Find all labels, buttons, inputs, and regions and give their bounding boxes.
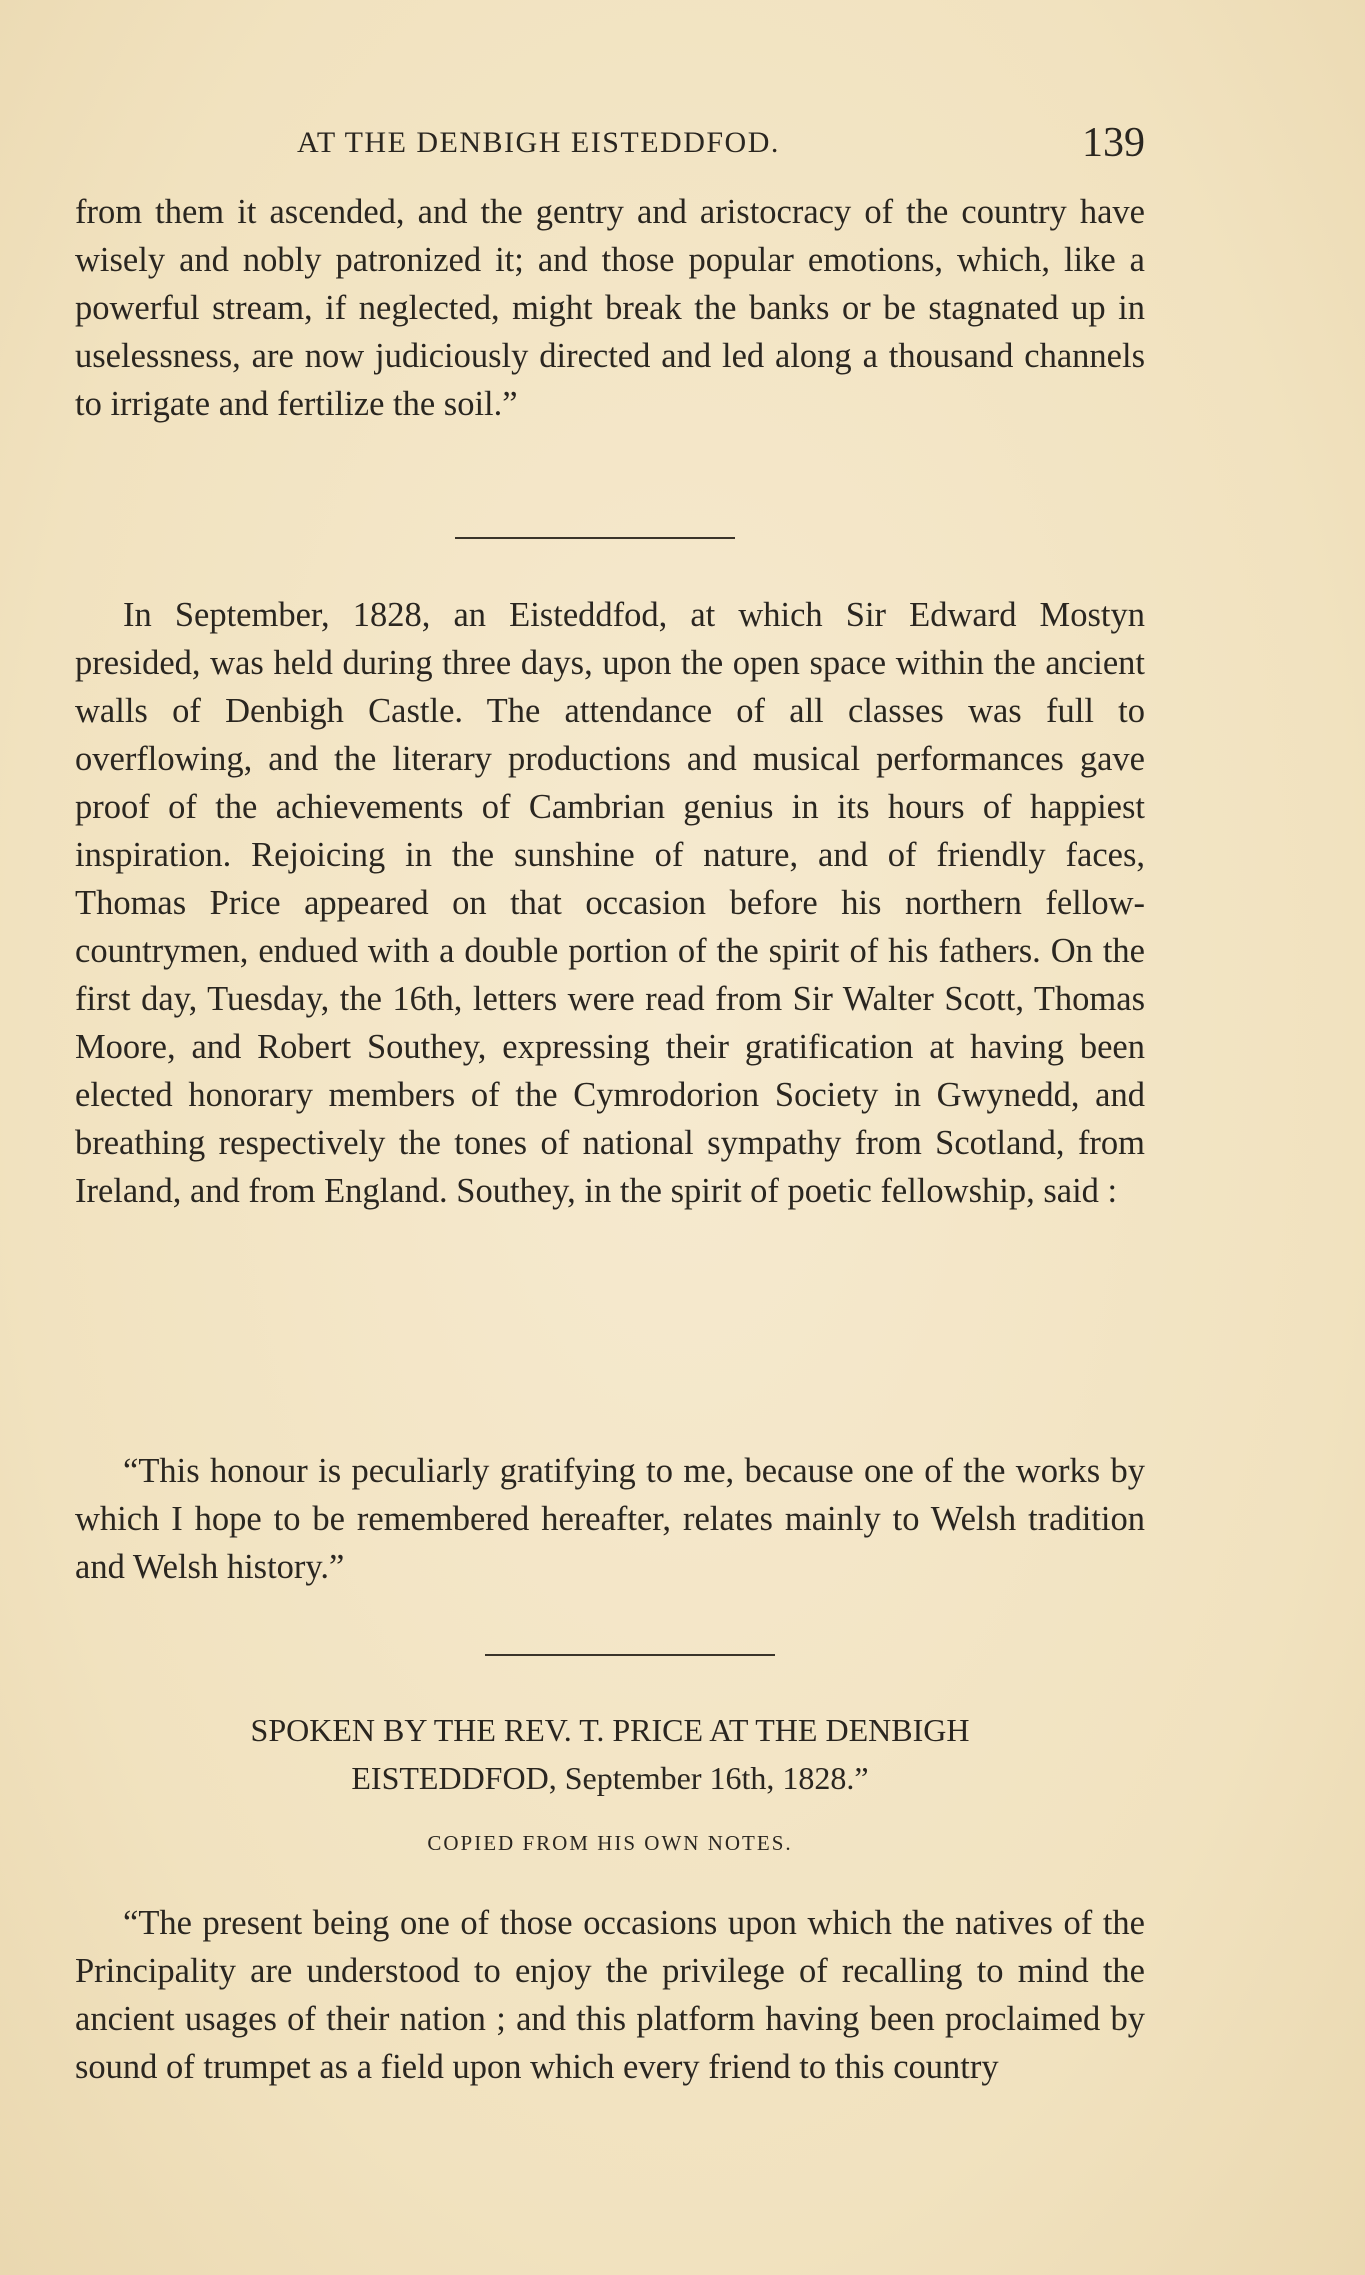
section-heading-line-1: SPOKEN BY THE REV. T. PRICE AT THE DENBIGH [250, 1712, 970, 1748]
running-head: AT THE DENBIGH EISTEDDFOD. [297, 126, 780, 159]
section-heading-line-2: EISTEDDFOD, September 16th, 1828.” [351, 1760, 869, 1796]
paragraph-continuation [75, 188, 1145, 428]
section-divider [455, 537, 735, 539]
quote-text: “This honour is peculiarly gratifying to me, because one of the works by which I hope to be remembered hereafter, relates mainly to Welsh tradition and Welsh history.” [75, 1452, 1145, 1586]
section-divider [485, 1654, 775, 1656]
page-number: 139 [1082, 120, 1145, 166]
page-header [75, 118, 1145, 168]
paragraph-text: from them it ascended, and the gentry and aristocracy of the country have wisely and nobly patronized it; and those popular emotions, which, like a powerful stream, if neglected, might break the banks or be stagnated up in uselessness, are now judiciously directed and led along a thousand channels to irrigate and fertilize the soil.” [75, 193, 1145, 423]
paragraph-eisteddfod-1828 [75, 591, 1145, 1215]
section-subheading: COPIED FROM HIS OWN NOTES. [427, 1831, 793, 1855]
paragraph-text: In September, 1828, an Eisteddfod, at which Sir Edward Mostyn presided, was held during three days, upon the open space within the ancient walls of Denbigh Castle. The attendance of all classes was full to overflowing, and the literary productions and musical performances gave proof of the achievements of Cambrian genius in its hours of happiest inspiration. Rejoicing in the sunshine of nature, and of friendly faces, Thomas Price appeared on that occasion before his northern fellow-countrymen, endued with a double portion of the spirit of his fathers. On the first day, Tuesday, the 16th, letters were read from Sir Walter Scott, Thomas Moore, and Robert Southey, expressing their gratification at having been elected honorary members of the Cymrodorion Society in Gwynedd, and breathing respectively the tones of national sympathy from Scotland, from Ireland, and from England. Southey, in the spirit of poetic fellowship, said : [75, 596, 1145, 1210]
speech-opening [75, 1899, 1145, 2091]
speech-text: “The present being one of those occasions upon which the natives of the Principality are understood to enjoy the privilege of recalling to mind the ancient usages of their nation ; and this platform having been proclaimed by sound of trumpet as a field upon which every friend to this country [75, 1904, 1145, 2086]
southey-quote [75, 1447, 1145, 1591]
